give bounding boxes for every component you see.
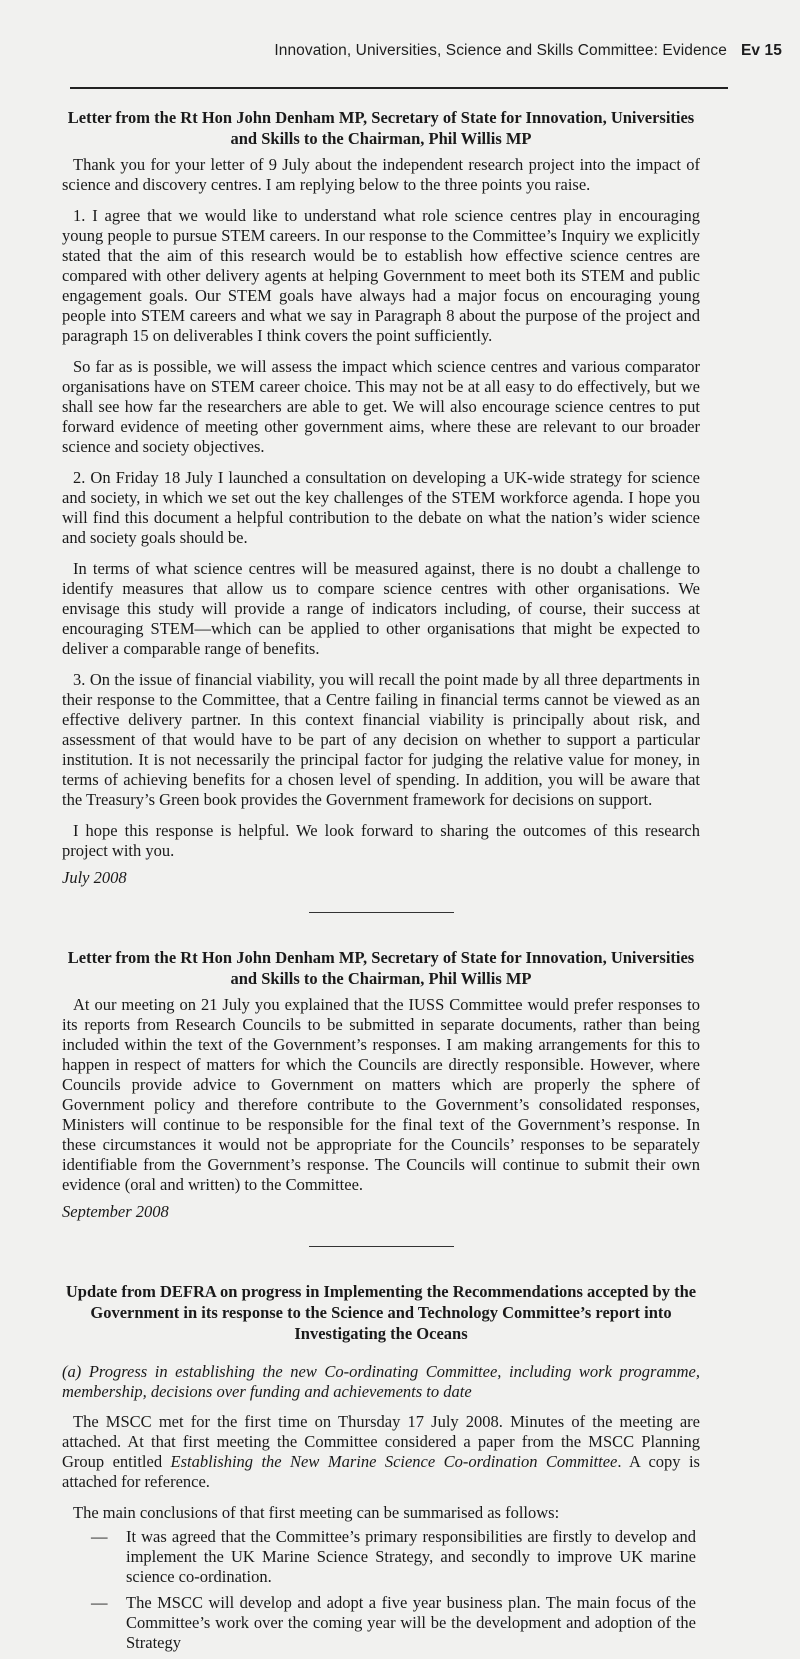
- list-item: [62, 1593, 700, 1653]
- letter-2-paragraph: At our meeting on 21 July you explained that the IUSS Committee would prefer responses to its reports from Research Councils to be submitted in separate documents, rather than being included within the text of the Government’s responses. I am making arrangements for this to happen in respect of matters for which the Councils are directly responsible. However, where Councils provide advice to Government on matters which are properly the sphere of Government policy and therefore contribute to the Government’s consolidated responses, Ministers will continue to be responsible for the final text of the Government’s response. In these circumstances it would not be appropriate for the Councils’ responses to be separately identifiable from the Government’s response. The Councils will continue to submit their own evidence (oral and written) to the Committee.: [62, 995, 700, 1194]
- letter-1-paragraph: 3. On the issue of financial viability, you will recall the point made by all three departments in their response to the Committee, that a Centre failing in financial terms cannot be viewed as an effective delivery partner. In this context financial viability is principally about risk, and assessment of that would have to be part of any decision on whether to support a particular institution. It is not necessarily the principal factor for judging the relative value for money, in terms of achieving benefits for a chosen level of spending. In addition, you will be aware that the Treasury’s Green book provides the Government framework for decisions on support.: [62, 670, 700, 809]
- update-paragraph-end: . A copy is attached for reference.: [62, 1452, 700, 1491]
- letter-1-paragraph: So far as is possible, we will assess the impact which science centres and various comparator organisations have on STEM career choice. This may not be at all easy to do effectively, but we shall see how far the researchers are able to get. We will also encourage science centres to put forward evidence of meeting other government aims, where these are relevant to our broader science and society objectives.: [62, 357, 700, 456]
- update-paragraph-start: The MSCC met for the first time on Thursday 17 July 2008. Minutes of the meeting are attached. At that first meeting the Committee considered a paper from the MSCC Planning Group entitled: [62, 1412, 700, 1471]
- update-subheading: (a) Progress in establishing the new Co-ordinating Committee, including work programme, membership, decisions over funding and achievements to date: [62, 1362, 700, 1401]
- letter-2-heading: Letter from the Rt Hon John Denham MP, Secretary of State for Innovation, Universities and Skills to the Chairman, Phil Willis MP: [67, 948, 695, 988]
- list-item-text: It was agreed that the Committee’s primary responsibilities are firstly to develop and implement the UK Marine Science Strategy, and secondly to improve UK marine science co-ordination.: [126, 1527, 696, 1586]
- update-paragraph: [62, 1412, 700, 1492]
- letter-1-paragraph: Thank you for your letter of 9 July about the independent research project into the impact of science and discovery centres. I am replying below to the three points you raise.: [62, 155, 700, 194]
- update-heading: Update from DEFRA on progress in Implementing the Recommendations accepted by the Government in its response to the Science and Technology Committee’s report into Investigating the Oceans: [65, 1282, 697, 1343]
- update-paragraph-title: Establishing the New Marine Science Co-ordination Committee: [170, 1452, 618, 1471]
- letter-1-date: July 2008: [62, 868, 127, 887]
- section-divider: [309, 1246, 454, 1247]
- header-rule: [70, 87, 728, 89]
- page-content: [62, 107, 700, 1659]
- conclusions-list: [62, 1527, 700, 1653]
- letter-2-date: September 2008: [62, 1202, 169, 1221]
- letter-1-heading: Letter from the Rt Hon John Denham MP, Secretary of State for Innovation, Universities and Skills to the Chairman, Phil Willis MP: [67, 108, 695, 148]
- letter-1-paragraph: 1. I agree that we would like to understand what role science centres play in encouraging young people to pursue STEM careers. In our response to the Committee’s Inquiry we explicitly stated that the aim of this research would be to establish how effective science centres are compared with other delivery agents at helping Government to meet both its STEM and public engagement goals. Our STEM goals have always had a major focus on encouraging young people into STEM careers and what we say in Paragraph 8 about the purpose of the project and paragraph 15 on deliverables I think covers the point sufficiently.: [62, 206, 700, 345]
- running-head: [0, 42, 782, 60]
- list-item-text: The MSCC will develop and adopt a five year business plan. The main focus of the Committee’s work over the coming year will be the development and adoption of the Strategy: [126, 1593, 696, 1652]
- page-number: Ev 15: [740, 42, 782, 59]
- running-head-title: Innovation, Universities, Science and Skills Committee: Evidence: [274, 42, 727, 59]
- letter-1-paragraph: 2. On Friday 18 July I launched a consultation on developing a UK-wide strategy for science and society, in which we set out the key challenges of the STEM workforce agenda. I hope you will find this document a helpful contribution to the debate on what the nation’s wider science and society goals should be.: [62, 468, 700, 547]
- update-intro: The main conclusions of that first meeting can be summarised as follows:: [73, 1503, 560, 1522]
- section-divider: [309, 912, 454, 913]
- dash-marker: —: [91, 1527, 108, 1546]
- letter-1-paragraph: I hope this response is helpful. We look forward to sharing the outcomes of this research project with you.: [62, 821, 700, 860]
- dash-marker: —: [91, 1593, 108, 1612]
- list-item: [62, 1527, 700, 1587]
- letter-1-paragraph: In terms of what science centres will be measured against, there is no doubt a challenge to identify measures that allow us to compare science centres with other organisations. We envisage this study will provide a range of indicators including, of course, their success at encouraging STEM—which can be applied to other organisations that might be expected to deliver a comparable range of benefits.: [62, 559, 700, 658]
